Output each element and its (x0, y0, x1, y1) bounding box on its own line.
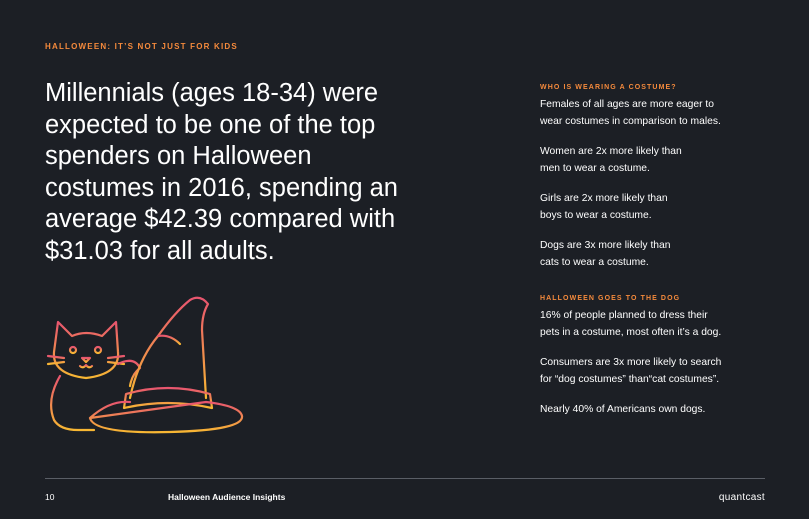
section-who-wears-costume (540, 84, 770, 271)
footer-rule (45, 478, 765, 479)
brand-logo: quantcast (718, 492, 765, 503)
paragraph: Dogs are 3x more likely than cats to wear a costume. (540, 240, 671, 268)
section-halloween-dog (540, 295, 770, 419)
section-title: HALLOWEEN GOES TO THE DOG (540, 295, 681, 302)
page-number: 10 (45, 492, 55, 502)
paragraph: Girls are 2x more likely than boys to wear a costume. (540, 193, 668, 221)
section-title: WHO IS WEARING A COSTUME? (540, 84, 677, 91)
eyebrow-title: HALLOWEEN: IT’S NOT JUST FOR KIDS (45, 42, 238, 51)
headline: Millennials (ages 18-34) were expected to be one of the top spenders on Halloween costumes in 2016, spending an average $42.39 compared with $31.03 for all adults. (45, 79, 398, 265)
witch-hat-icon (90, 298, 242, 432)
report-title: Halloween Audience Insights (168, 492, 286, 502)
paragraph: Females of all ages are more eager to wear costumes in comparison to males. (540, 99, 721, 127)
paragraph: 16% of people planned to dress their pets in a costume, most often it’s a dog. (540, 310, 722, 338)
illustration (30, 290, 260, 445)
paragraph: Consumers are 3x more likely to search for “dog costumes” than“cat costumes”. (540, 357, 722, 385)
paragraph: Nearly 40% of Americans own dogs. (540, 404, 706, 415)
paragraph: Women are 2x more likely than men to wear a costume. (540, 146, 682, 174)
